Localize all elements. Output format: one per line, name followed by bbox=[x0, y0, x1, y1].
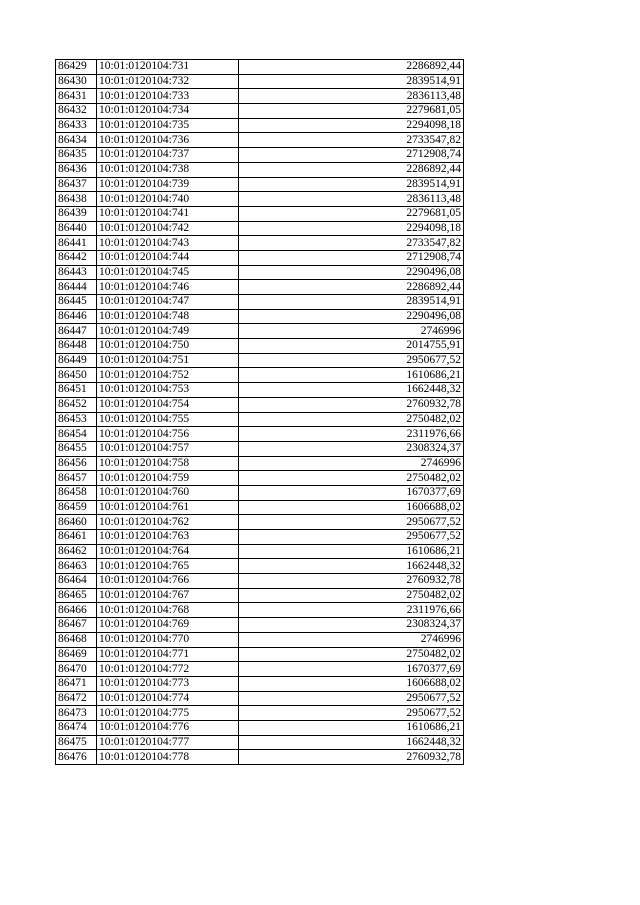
cadastral-number-cell: 10:01:0120104:775 bbox=[97, 706, 239, 721]
cadastral-value-cell: 1662448,32 bbox=[239, 383, 464, 398]
table-row bbox=[56, 441, 464, 456]
cadastral-value-cell: 2836113,48 bbox=[239, 192, 464, 207]
cadastral-value-cell: 2308324,37 bbox=[239, 618, 464, 633]
row-number-cell: 86469 bbox=[56, 647, 97, 662]
cadastral-value-cell: 2746996 bbox=[239, 632, 464, 647]
cadastral-number-cell: 10:01:0120104:755 bbox=[97, 412, 239, 427]
table-row bbox=[56, 647, 464, 662]
row-number-cell: 86431 bbox=[56, 89, 97, 104]
row-number-cell: 86468 bbox=[56, 632, 97, 647]
cadastral-number-cell: 10:01:0120104:766 bbox=[97, 574, 239, 589]
table-row bbox=[56, 691, 464, 706]
cadastral-number-cell: 10:01:0120104:748 bbox=[97, 309, 239, 324]
cadastral-value-cell: 2308324,37 bbox=[239, 441, 464, 456]
table-row bbox=[56, 471, 464, 486]
cadastral-value-cell: 2294098,18 bbox=[239, 221, 464, 236]
row-number-cell: 86436 bbox=[56, 162, 97, 177]
cadastral-value-cell: 2311976,66 bbox=[239, 427, 464, 442]
cadastral-number-cell: 10:01:0120104:734 bbox=[97, 104, 239, 119]
cadastral-value-cell: 2733547,82 bbox=[239, 236, 464, 251]
cadastral-value-cell: 2950677,52 bbox=[239, 691, 464, 706]
table-row bbox=[56, 515, 464, 530]
cadastral-value-cell: 2746996 bbox=[239, 324, 464, 339]
cadastral-number-cell: 10:01:0120104:758 bbox=[97, 456, 239, 471]
row-number-cell: 86467 bbox=[56, 618, 97, 633]
cadastral-value-cell: 2286892,44 bbox=[239, 162, 464, 177]
cadastral-value-cell: 2279681,05 bbox=[239, 104, 464, 119]
table-row bbox=[56, 559, 464, 574]
table-row bbox=[56, 588, 464, 603]
row-number-cell: 86455 bbox=[56, 441, 97, 456]
cadastral-value-cell: 2750482,02 bbox=[239, 647, 464, 662]
row-number-cell: 86450 bbox=[56, 368, 97, 383]
cadastral-number-cell: 10:01:0120104:733 bbox=[97, 89, 239, 104]
cadastral-value-cell: 2750482,02 bbox=[239, 588, 464, 603]
row-number-cell: 86453 bbox=[56, 412, 97, 427]
row-number-cell: 86474 bbox=[56, 720, 97, 735]
cadastral-number-cell: 10:01:0120104:769 bbox=[97, 618, 239, 633]
cadastral-number-cell: 10:01:0120104:770 bbox=[97, 632, 239, 647]
cadastral-number-cell: 10:01:0120104:743 bbox=[97, 236, 239, 251]
cadastral-number-cell: 10:01:0120104:752 bbox=[97, 368, 239, 383]
table-row bbox=[56, 500, 464, 515]
cadastral-number-cell: 10:01:0120104:771 bbox=[97, 647, 239, 662]
table-row bbox=[56, 309, 464, 324]
row-number-cell: 86448 bbox=[56, 339, 97, 354]
cadastral-number-cell: 10:01:0120104:749 bbox=[97, 324, 239, 339]
table-row bbox=[56, 676, 464, 691]
table-row bbox=[56, 221, 464, 236]
cadastral-number-cell: 10:01:0120104:742 bbox=[97, 221, 239, 236]
cadastral-value-cell: 2950677,52 bbox=[239, 353, 464, 368]
table-row bbox=[56, 324, 464, 339]
row-number-cell: 86464 bbox=[56, 574, 97, 589]
table-row bbox=[56, 177, 464, 192]
row-number-cell: 86432 bbox=[56, 104, 97, 119]
row-number-cell: 86457 bbox=[56, 471, 97, 486]
cadastral-number-cell: 10:01:0120104:772 bbox=[97, 662, 239, 677]
row-number-cell: 86444 bbox=[56, 280, 97, 295]
cadastral-number-cell: 10:01:0120104:759 bbox=[97, 471, 239, 486]
table-row bbox=[56, 265, 464, 280]
row-number-cell: 86434 bbox=[56, 133, 97, 148]
cadastral-number-cell: 10:01:0120104:731 bbox=[97, 60, 239, 75]
cadastral-value-cell: 2760932,78 bbox=[239, 574, 464, 589]
cadastral-value-cell: 1606688,02 bbox=[239, 500, 464, 515]
cadastral-number-cell: 10:01:0120104:747 bbox=[97, 295, 239, 310]
row-number-cell: 86440 bbox=[56, 221, 97, 236]
table-row bbox=[56, 118, 464, 133]
cadastral-number-cell: 10:01:0120104:750 bbox=[97, 339, 239, 354]
row-number-cell: 86446 bbox=[56, 309, 97, 324]
row-number-cell: 86472 bbox=[56, 691, 97, 706]
table-row bbox=[56, 104, 464, 119]
row-number-cell: 86458 bbox=[56, 485, 97, 500]
table-row bbox=[56, 339, 464, 354]
table-row bbox=[56, 60, 464, 75]
row-number-cell: 86465 bbox=[56, 588, 97, 603]
cadastral-value-cell: 2950677,52 bbox=[239, 706, 464, 721]
table-row bbox=[56, 544, 464, 559]
cadastral-value-cell: 2839514,91 bbox=[239, 177, 464, 192]
cadastral-number-cell: 10:01:0120104:774 bbox=[97, 691, 239, 706]
row-number-cell: 86447 bbox=[56, 324, 97, 339]
cadastral-value-cell: 1670377,69 bbox=[239, 485, 464, 500]
table-row bbox=[56, 603, 464, 618]
cadastral-value-cell: 2760932,78 bbox=[239, 750, 464, 765]
table-row bbox=[56, 574, 464, 589]
cadastral-number-cell: 10:01:0120104:777 bbox=[97, 735, 239, 750]
row-number-cell: 86454 bbox=[56, 427, 97, 442]
cadastral-value-cell: 2839514,91 bbox=[239, 74, 464, 89]
cadastral-value-cell: 2712908,74 bbox=[239, 148, 464, 163]
cadastral-value-cell: 2839514,91 bbox=[239, 295, 464, 310]
cadastral-value-cell: 2014755,91 bbox=[239, 339, 464, 354]
row-number-cell: 86461 bbox=[56, 530, 97, 545]
cadastral-number-cell: 10:01:0120104:764 bbox=[97, 544, 239, 559]
cadastral-number-cell: 10:01:0120104:740 bbox=[97, 192, 239, 207]
table-row bbox=[56, 632, 464, 647]
cadastral-number-cell: 10:01:0120104:776 bbox=[97, 720, 239, 735]
row-number-cell: 86437 bbox=[56, 177, 97, 192]
table-row bbox=[56, 192, 464, 207]
cadastral-number-cell: 10:01:0120104:736 bbox=[97, 133, 239, 148]
cadastral-number-cell: 10:01:0120104:745 bbox=[97, 265, 239, 280]
row-number-cell: 86463 bbox=[56, 559, 97, 574]
table-row bbox=[56, 706, 464, 721]
table-row bbox=[56, 368, 464, 383]
table-row bbox=[56, 412, 464, 427]
table-row bbox=[56, 133, 464, 148]
table-row bbox=[56, 89, 464, 104]
cadastral-value-cell: 1662448,32 bbox=[239, 735, 464, 750]
cadastral-value-cell: 2290496,08 bbox=[239, 309, 464, 324]
table-row bbox=[56, 662, 464, 677]
cadastral-number-cell: 10:01:0120104:762 bbox=[97, 515, 239, 530]
row-number-cell: 86433 bbox=[56, 118, 97, 133]
table-row bbox=[56, 236, 464, 251]
table-row bbox=[56, 735, 464, 750]
table-row bbox=[56, 250, 464, 265]
table-row bbox=[56, 427, 464, 442]
cadastral-number-cell: 10:01:0120104:767 bbox=[97, 588, 239, 603]
table-row bbox=[56, 383, 464, 398]
cadastral-number-cell: 10:01:0120104:754 bbox=[97, 397, 239, 412]
table-body bbox=[56, 60, 464, 765]
row-number-cell: 86460 bbox=[56, 515, 97, 530]
cadastral-value-cell: 2311976,66 bbox=[239, 603, 464, 618]
cadastral-number-cell: 10:01:0120104:732 bbox=[97, 74, 239, 89]
row-number-cell: 86429 bbox=[56, 60, 97, 75]
cadastral-number-cell: 10:01:0120104:737 bbox=[97, 148, 239, 163]
row-number-cell: 86438 bbox=[56, 192, 97, 207]
row-number-cell: 86476 bbox=[56, 750, 97, 765]
cadastral-value-cell: 1610686,21 bbox=[239, 544, 464, 559]
row-number-cell: 86451 bbox=[56, 383, 97, 398]
cadastral-value-cell: 1610686,21 bbox=[239, 720, 464, 735]
cadastral-value-cell: 2294098,18 bbox=[239, 118, 464, 133]
cadastral-number-cell: 10:01:0120104:768 bbox=[97, 603, 239, 618]
cadastral-number-cell: 10:01:0120104:741 bbox=[97, 206, 239, 221]
cadastral-value-cell: 2733547,82 bbox=[239, 133, 464, 148]
table-row bbox=[56, 485, 464, 500]
cadastral-value-table bbox=[55, 59, 464, 765]
row-number-cell: 86439 bbox=[56, 206, 97, 221]
row-number-cell: 86435 bbox=[56, 148, 97, 163]
row-number-cell: 86470 bbox=[56, 662, 97, 677]
row-number-cell: 86471 bbox=[56, 676, 97, 691]
table-row bbox=[56, 206, 464, 221]
table-row bbox=[56, 456, 464, 471]
cadastral-number-cell: 10:01:0120104:765 bbox=[97, 559, 239, 574]
cadastral-value-cell: 2750482,02 bbox=[239, 471, 464, 486]
table-row bbox=[56, 353, 464, 368]
row-number-cell: 86475 bbox=[56, 735, 97, 750]
table-row bbox=[56, 162, 464, 177]
table-row bbox=[56, 280, 464, 295]
row-number-cell: 86466 bbox=[56, 603, 97, 618]
cadastral-value-cell: 1670377,69 bbox=[239, 662, 464, 677]
row-number-cell: 86445 bbox=[56, 295, 97, 310]
cadastral-number-cell: 10:01:0120104:746 bbox=[97, 280, 239, 295]
cadastral-value-cell: 1610686,21 bbox=[239, 368, 464, 383]
cadastral-value-cell: 2950677,52 bbox=[239, 515, 464, 530]
table-row bbox=[56, 618, 464, 633]
cadastral-value-cell: 2750482,02 bbox=[239, 412, 464, 427]
cadastral-number-cell: 10:01:0120104:751 bbox=[97, 353, 239, 368]
row-number-cell: 86462 bbox=[56, 544, 97, 559]
cadastral-number-cell: 10:01:0120104:756 bbox=[97, 427, 239, 442]
row-number-cell: 86452 bbox=[56, 397, 97, 412]
row-number-cell: 86473 bbox=[56, 706, 97, 721]
cadastral-value-cell: 2746996 bbox=[239, 456, 464, 471]
cadastral-value-cell: 2286892,44 bbox=[239, 280, 464, 295]
table-row bbox=[56, 74, 464, 89]
cadastral-number-cell: 10:01:0120104:778 bbox=[97, 750, 239, 765]
cadastral-value-cell: 2279681,05 bbox=[239, 206, 464, 221]
cadastral-number-cell: 10:01:0120104:763 bbox=[97, 530, 239, 545]
table-row bbox=[56, 397, 464, 412]
cadastral-number-cell: 10:01:0120104:744 bbox=[97, 250, 239, 265]
cadastral-number-cell: 10:01:0120104:753 bbox=[97, 383, 239, 398]
cadastral-value-cell: 2836113,48 bbox=[239, 89, 464, 104]
cadastral-value-cell: 2290496,08 bbox=[239, 265, 464, 280]
table-row bbox=[56, 720, 464, 735]
row-number-cell: 86443 bbox=[56, 265, 97, 280]
cadastral-number-cell: 10:01:0120104:738 bbox=[97, 162, 239, 177]
row-number-cell: 86449 bbox=[56, 353, 97, 368]
cadastral-value-cell: 1662448,32 bbox=[239, 559, 464, 574]
cadastral-value-cell: 2286892,44 bbox=[239, 60, 464, 75]
cadastral-value-cell: 2712908,74 bbox=[239, 250, 464, 265]
cadastral-number-cell: 10:01:0120104:757 bbox=[97, 441, 239, 456]
cadastral-number-cell: 10:01:0120104:735 bbox=[97, 118, 239, 133]
table-row bbox=[56, 295, 464, 310]
table-row bbox=[56, 530, 464, 545]
cadastral-value-cell: 1606688,02 bbox=[239, 676, 464, 691]
row-number-cell: 86459 bbox=[56, 500, 97, 515]
row-number-cell: 86430 bbox=[56, 74, 97, 89]
table-row bbox=[56, 148, 464, 163]
row-number-cell: 86441 bbox=[56, 236, 97, 251]
cadastral-number-cell: 10:01:0120104:760 bbox=[97, 485, 239, 500]
cadastral-number-cell: 10:01:0120104:761 bbox=[97, 500, 239, 515]
row-number-cell: 86456 bbox=[56, 456, 97, 471]
cadastral-value-cell: 2950677,52 bbox=[239, 530, 464, 545]
row-number-cell: 86442 bbox=[56, 250, 97, 265]
cadastral-value-cell: 2760932,78 bbox=[239, 397, 464, 412]
cadastral-number-cell: 10:01:0120104:739 bbox=[97, 177, 239, 192]
table-row bbox=[56, 750, 464, 765]
cadastral-number-cell: 10:01:0120104:773 bbox=[97, 676, 239, 691]
